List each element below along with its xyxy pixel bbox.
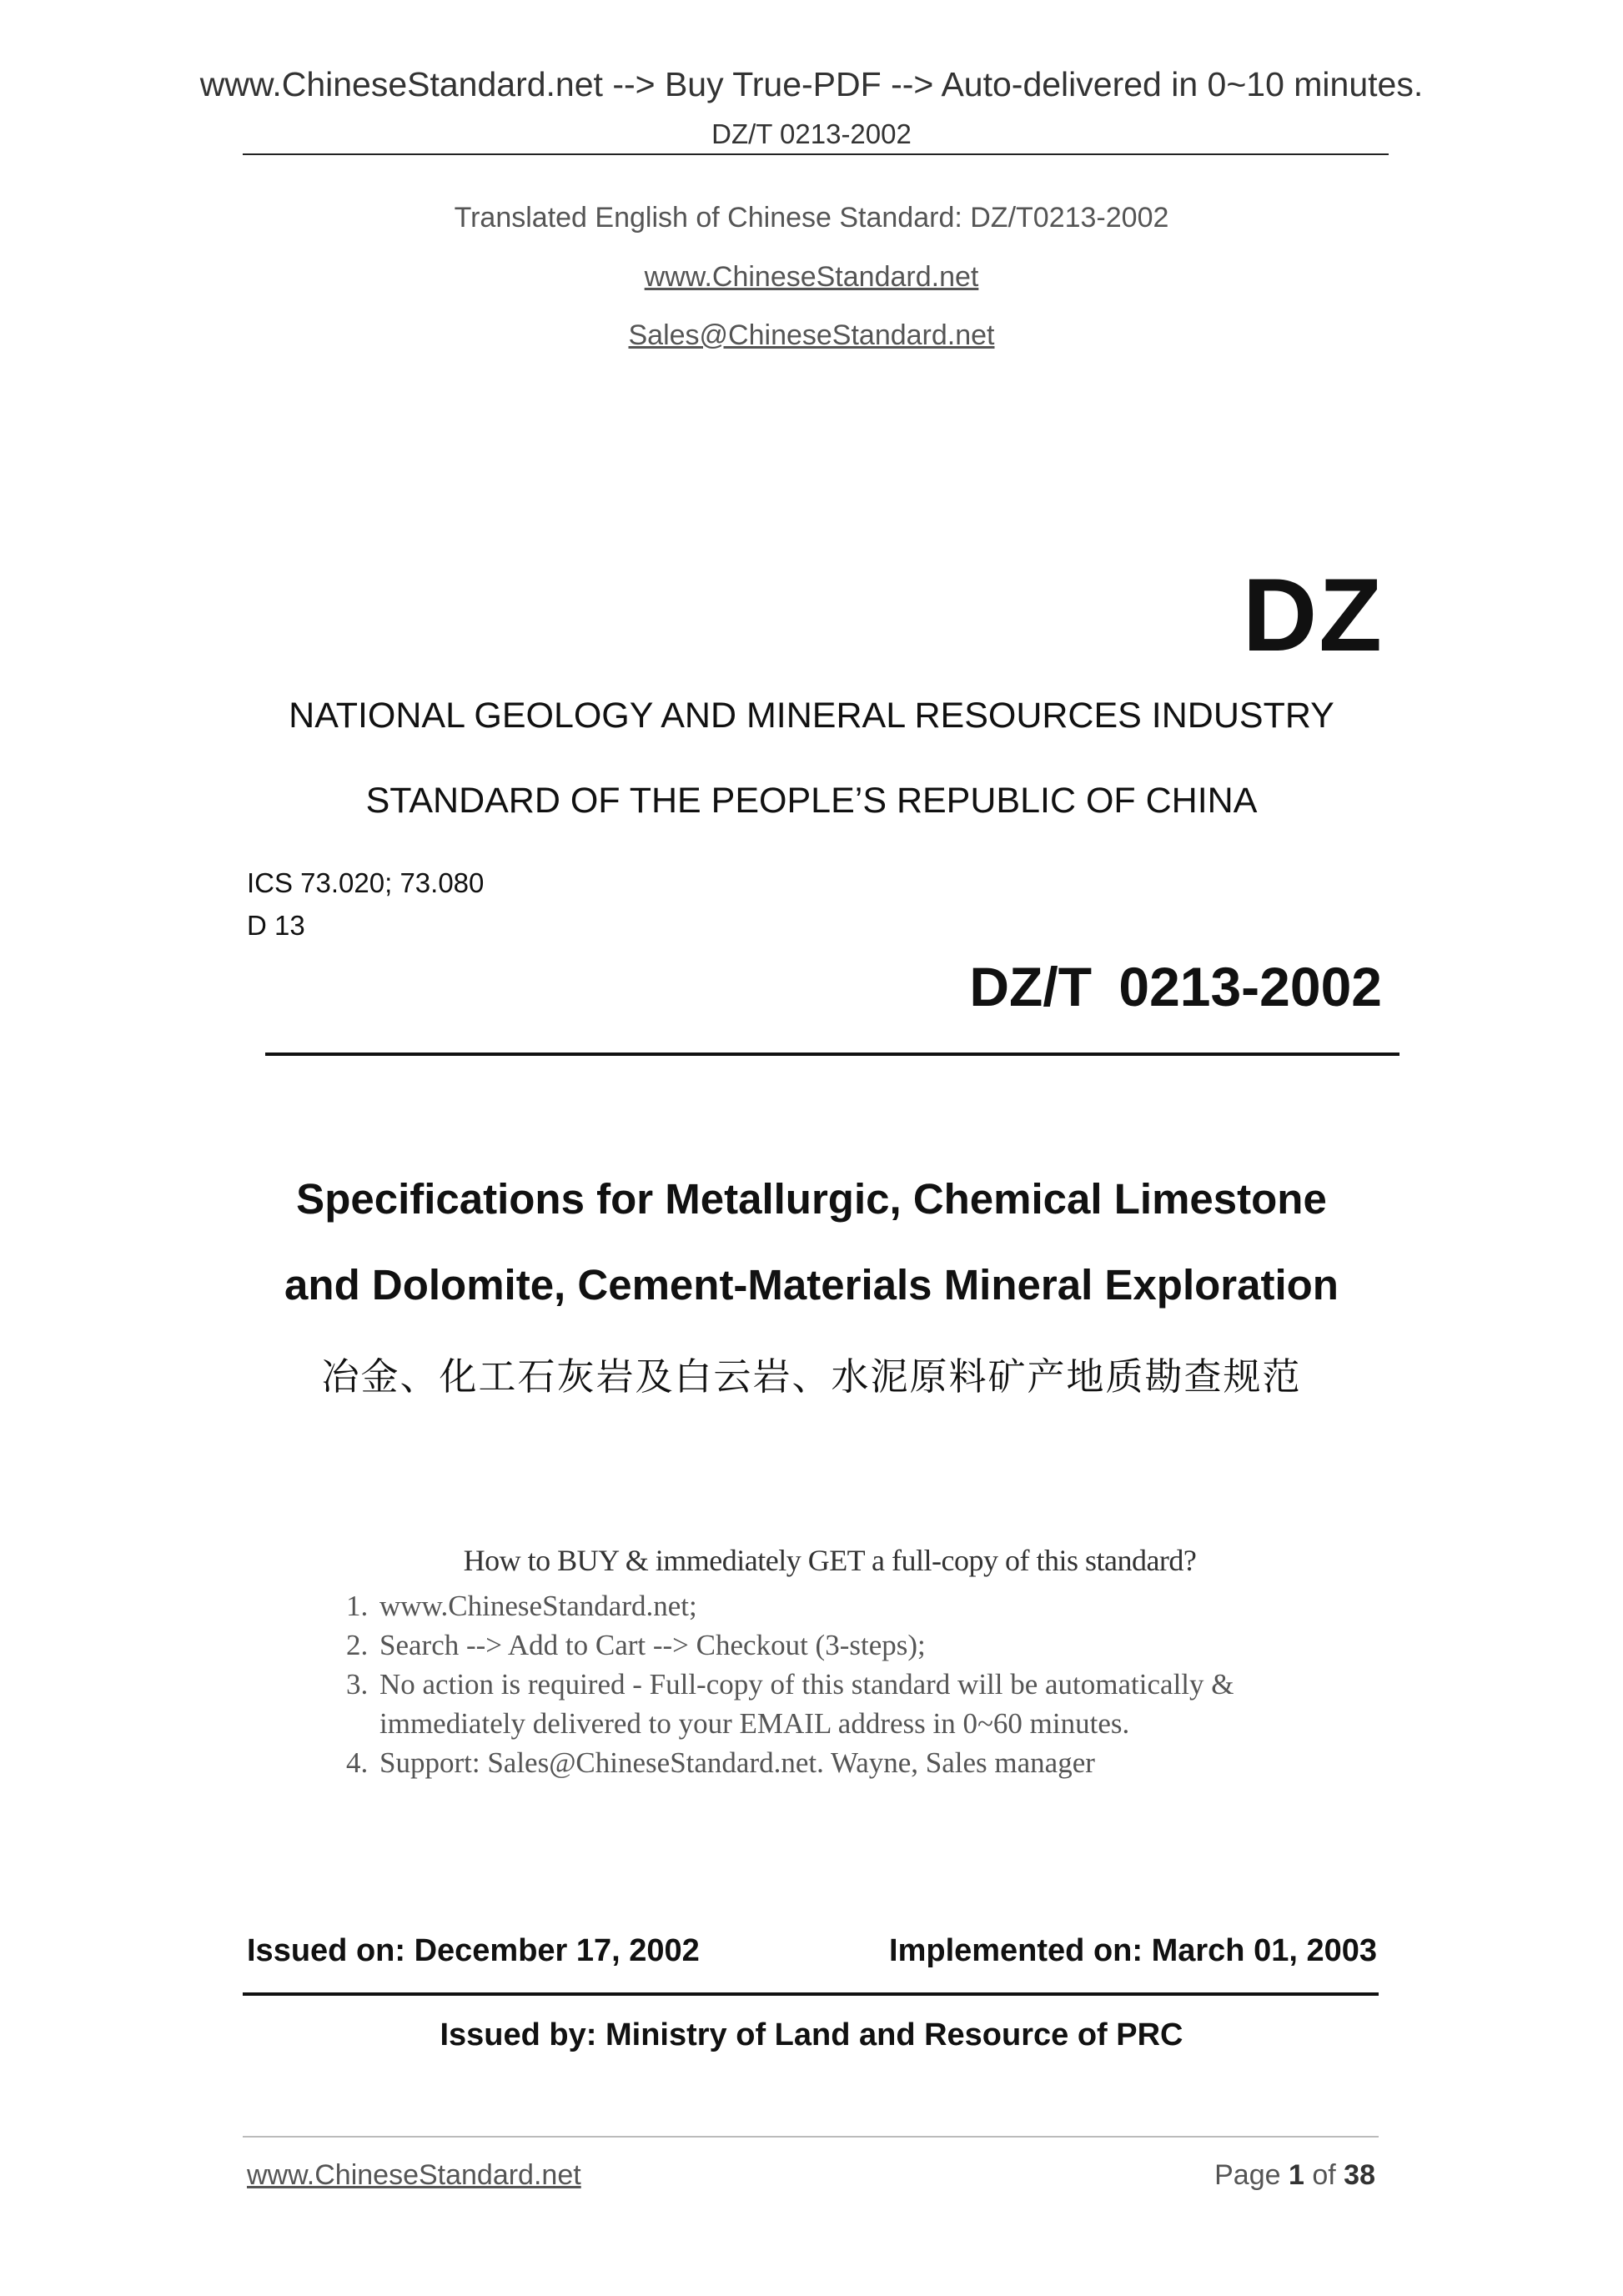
email-link[interactable]: Sales@ChineseStandard.net [628, 319, 995, 351]
footer-site-link[interactable]: www.ChineseStandard.net [247, 2159, 581, 2191]
title-line-1: Specifications for Metallurgic, Chemical Limestone [296, 1175, 1327, 1223]
classification-code: D 13 [247, 910, 305, 941]
footer-divider [243, 2136, 1379, 2138]
standard-body-line1: NATIONAL GEOLOGY AND MINERAL RESOURCES INDUSTRY [289, 696, 1334, 736]
translated-note: Translated English of Chinese Standard: DZ/T0213-2002 [454, 202, 1169, 234]
standard-body-line2: STANDARD OF THE PEOPLE’S REPUBLIC OF CHINA [365, 781, 1258, 821]
buy-steps-list [342, 1586, 1343, 1782]
title-chinese: 冶金、化工石灰岩及白云岩、水泥原料矿产地质勘查规范 [321, 1354, 1302, 1399]
step-number: 2. [346, 1629, 369, 1661]
step-number: 1. [346, 1590, 369, 1622]
step-text: Search --> Add to Cart --> Checkout (3-steps); [379, 1629, 926, 1661]
step-text: www.ChineseStandard.net; [379, 1590, 697, 1622]
page-total: 38 [1344, 2159, 1375, 2191]
buy-step [342, 1665, 1364, 1743]
buy-step [342, 1743, 1343, 1782]
buy-step [342, 1625, 1343, 1665]
buy-heading: How to BUY & immediately GET a full-copy of this standard? [463, 1544, 1197, 1577]
issuing-authority: Issued by: Ministry of Land and Resource of PRC [440, 2017, 1183, 2052]
page-indicator [1214, 2159, 1375, 2192]
site-link-wrap [0, 261, 1623, 294]
site-link[interactable]: www.ChineseStandard.net [644, 261, 979, 293]
step-text: Support: Sales@ChineseStandard.net. Wayne, Sales manager [379, 1746, 1095, 1779]
page-of: of [1312, 2159, 1336, 2191]
step-text: No action is required - Full-copy of this standard will be automatically & immediately delivered to your EMAIL address in 0~60 minutes. [379, 1668, 1234, 1740]
buy-instructions [342, 1543, 1343, 1782]
issue-divider [243, 1992, 1379, 1996]
standard-code-logo: DZ [1242, 558, 1384, 673]
header-divider [243, 153, 1389, 155]
step-number: 3. [346, 1668, 369, 1701]
title-line-2: and Dolomite, Cement-Materials Mineral Exploration [284, 1261, 1339, 1309]
standard-number: DZ/T 0213-2002 [969, 956, 1382, 1017]
step-number: 4. [346, 1746, 369, 1779]
standard-number-rule [265, 1053, 1399, 1056]
ics-code: ICS 73.020; 73.080 [247, 867, 485, 898]
implemented-date: Implemented on: March 01, 2003 [889, 1933, 1377, 1968]
top-banner: www.ChineseStandard.net --> Buy True-PDF --> Auto-delivered in 0~10 minutes. [199, 65, 1424, 103]
page-current: 1 [1288, 2159, 1304, 2191]
issued-date: Issued on: December 17, 2002 [247, 1933, 700, 1968]
page-label: Page [1214, 2159, 1281, 2191]
email-link-wrap [0, 319, 1623, 352]
header-standard-id: DZ/T 0213-2002 [711, 118, 912, 149]
buy-step [342, 1586, 1343, 1625]
